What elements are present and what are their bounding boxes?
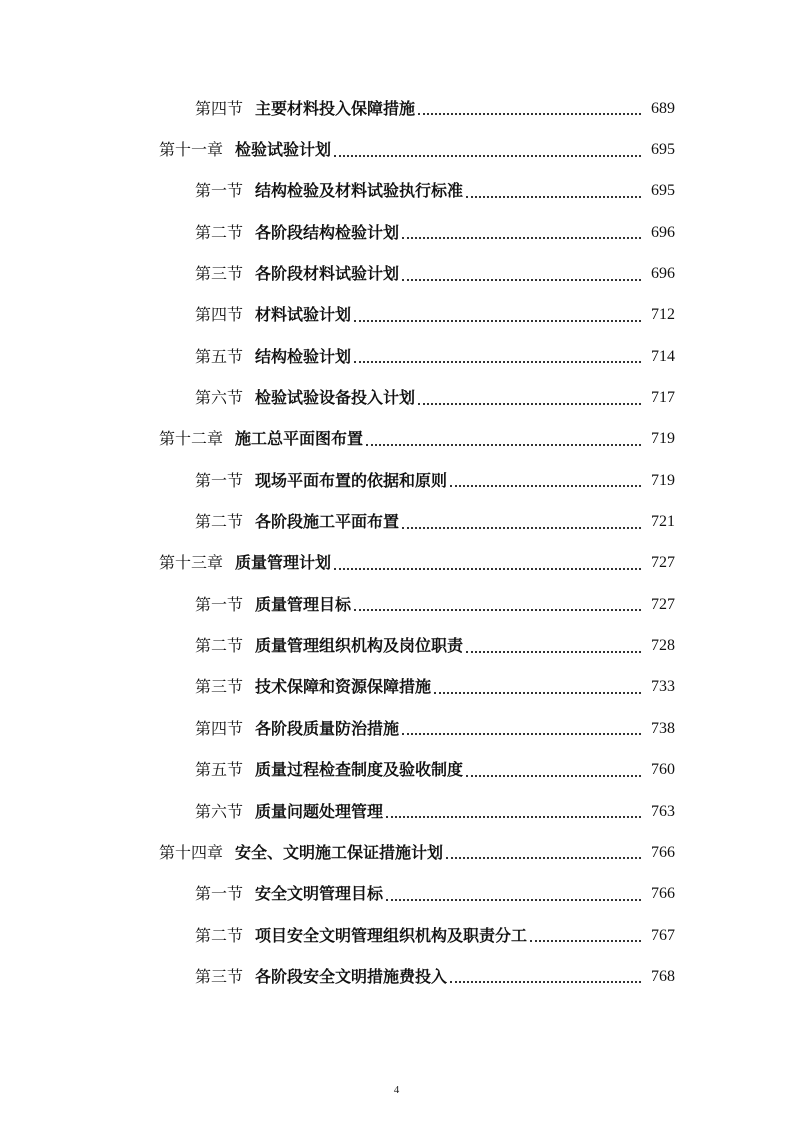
toc-entry-title: 检验试验设备投入计划: [255, 388, 416, 408]
toc-entry-title: 各阶段施工平面布置: [255, 512, 400, 532]
toc-dot-leader: [402, 732, 641, 735]
toc-dot-leader: [402, 236, 641, 239]
toc-entry-title: 质量管理目标: [255, 594, 352, 614]
toc-section-entry[interactable]: [0, 750, 793, 791]
toc-entry-number: 第四节: [195, 98, 244, 118]
toc-entry-page: 768: [651, 967, 675, 985]
toc-entry-title: 质量管理计划: [235, 553, 332, 573]
toc-entry-title: 现场平面布置的依据和原则: [255, 470, 448, 490]
toc-section-entry[interactable]: [0, 212, 793, 253]
toc-dot-leader: [466, 195, 641, 198]
toc-section-entry[interactable]: [0, 253, 793, 294]
toc-dot-leader: [354, 360, 641, 363]
toc-section-entry[interactable]: [0, 791, 793, 832]
toc-dot-leader: [450, 980, 641, 983]
toc-entry-number: 第一节: [195, 594, 244, 614]
toc-dot-leader: [466, 774, 641, 777]
toc-entry-title: 材料试验计划: [255, 305, 352, 325]
toc-dot-leader: [418, 112, 641, 115]
toc-section-entry[interactable]: [0, 915, 793, 956]
toc-section-entry[interactable]: [0, 956, 793, 997]
page-number: 4: [393, 1084, 400, 1096]
toc-chapter-entry[interactable]: [0, 832, 793, 873]
toc-entry-page: 767: [651, 926, 675, 944]
toc-entry-title: 结构检验及材料试验执行标准: [255, 181, 464, 201]
toc-dot-leader: [466, 650, 641, 653]
toc-dot-leader: [334, 567, 641, 570]
toc-entry-number: 第十四章: [159, 842, 224, 862]
toc-entry-number: 第三节: [195, 264, 244, 284]
toc-section-entry[interactable]: [0, 584, 793, 625]
toc-dot-leader: [386, 815, 641, 818]
toc-entry-page: 719: [651, 430, 675, 448]
toc-entry-title: 质量管理组织机构及岗位职责: [255, 636, 464, 656]
toc-entry-page: 696: [651, 223, 675, 241]
toc-entry-title: 质量问题处理管理: [255, 801, 384, 821]
toc-section-entry[interactable]: [0, 171, 793, 212]
toc-entry-page: 689: [651, 99, 675, 117]
toc-entry-page: 763: [651, 802, 675, 820]
toc-entry-title: 项目安全文明管理组织机构及职责分工: [255, 925, 528, 945]
toc-entry-page: 760: [651, 761, 675, 779]
toc-entry-number: 第一节: [195, 181, 244, 201]
toc-entry-title: 主要材料投入保障措施: [255, 98, 416, 118]
toc-entry-page: 714: [651, 347, 675, 365]
toc-entry-number: 第三节: [195, 677, 244, 697]
toc-dot-leader: [402, 278, 641, 281]
toc-entry-page: 733: [651, 678, 675, 696]
toc-entry-title: 质量过程检查制度及验收制度: [255, 760, 464, 780]
toc-entry-number: 第六节: [195, 388, 244, 408]
toc-dot-leader: [366, 443, 641, 446]
toc-entry-page: 717: [651, 389, 675, 407]
toc-entry-number: 第四节: [195, 305, 244, 325]
toc-entry-title: 安全、文明施工保证措施计划: [235, 842, 444, 862]
toc-dot-leader: [434, 691, 641, 694]
toc-entry-page: 719: [651, 471, 675, 489]
toc-section-entry[interactable]: [0, 377, 793, 418]
toc-entry-number: 第十二章: [159, 429, 224, 449]
toc-dot-leader: [386, 898, 641, 901]
toc-section-entry[interactable]: [0, 874, 793, 915]
toc-entry-page: 766: [651, 843, 675, 861]
toc-chapter-entry[interactable]: [0, 543, 793, 584]
toc-entry-number: 第二节: [195, 636, 244, 656]
toc-section-entry[interactable]: [0, 88, 793, 129]
toc-dot-leader: [354, 608, 641, 611]
toc-entry-page: 727: [651, 595, 675, 613]
toc-entry-title: 施工总平面图布置: [235, 429, 364, 449]
toc-entry-number: 第四节: [195, 718, 244, 738]
toc-entry-title: 各阶段材料试验计划: [255, 264, 400, 284]
toc-section-entry[interactable]: [0, 336, 793, 377]
toc-entry-number: 第一节: [195, 470, 244, 490]
toc-entry-title: 技术保障和资源保障措施: [255, 677, 432, 697]
toc-entry-title: 各阶段结构检验计划: [255, 222, 400, 242]
toc-entry-number: 第二节: [195, 512, 244, 532]
toc-entry-number: 第十一章: [159, 140, 224, 160]
toc-entry-number: 第二节: [195, 925, 244, 945]
toc-section-entry[interactable]: [0, 708, 793, 749]
toc-entry-number: 第一节: [195, 884, 244, 904]
toc-entry-page: 728: [651, 637, 675, 655]
toc-section-entry[interactable]: [0, 501, 793, 542]
toc-entry-page: 721: [651, 513, 675, 531]
toc-entry-number: 第二节: [195, 222, 244, 242]
toc-dot-leader: [402, 526, 641, 529]
toc-entry-page: 727: [651, 554, 675, 572]
toc-entry-page: 696: [651, 265, 675, 283]
toc-entry-title: 安全文明管理目标: [255, 884, 384, 904]
toc-entry-page: 695: [651, 141, 675, 159]
toc-chapter-entry[interactable]: [0, 419, 793, 460]
toc-section-entry[interactable]: [0, 667, 793, 708]
toc-dot-leader: [446, 856, 641, 859]
toc-entry-number: 第十三章: [159, 553, 224, 573]
toc-entry-page: 766: [651, 885, 675, 903]
table-of-contents: [0, 88, 793, 998]
toc-entry-number: 第五节: [195, 760, 244, 780]
toc-section-entry[interactable]: [0, 460, 793, 501]
toc-entry-page: 712: [651, 306, 675, 324]
toc-dot-leader: [418, 402, 641, 405]
toc-entry-number: 第六节: [195, 801, 244, 821]
toc-entry-title: 检验试验计划: [235, 140, 332, 160]
toc-section-entry[interactable]: [0, 295, 793, 336]
toc-entry-title: 结构检验计划: [255, 346, 352, 366]
toc-dot-leader: [334, 154, 641, 157]
toc-entry-title: 各阶段安全文明措施费投入: [255, 966, 448, 986]
toc-entry-page: 695: [651, 182, 675, 200]
toc-dot-leader: [354, 319, 641, 322]
toc-entry-number: 第三节: [195, 966, 244, 986]
toc-dot-leader: [530, 939, 641, 942]
toc-section-entry[interactable]: [0, 625, 793, 666]
toc-entry-number: 第五节: [195, 346, 244, 366]
toc-entry-page: 738: [651, 719, 675, 737]
toc-dot-leader: [450, 484, 641, 487]
toc-entry-title: 各阶段质量防治措施: [255, 718, 400, 738]
toc-chapter-entry[interactable]: [0, 129, 793, 170]
